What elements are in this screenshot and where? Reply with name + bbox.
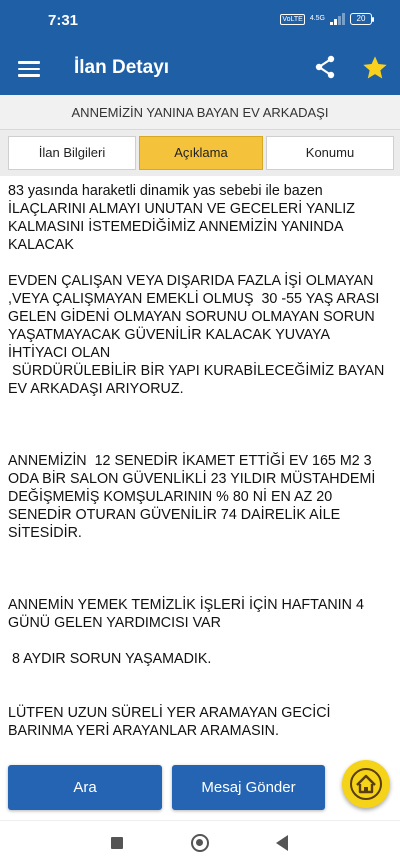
app-bar xyxy=(0,44,400,95)
star-icon[interactable] xyxy=(361,54,389,82)
listing-title: ANNEMİZİN YANINA BAYAN EV ARKADAŞI xyxy=(0,95,400,130)
signal-bars-icon xyxy=(330,13,345,25)
system-nav-bar xyxy=(0,820,400,866)
search-button[interactable]: Ara xyxy=(8,765,162,810)
description-text: 83 yasında haraketli dinamik yas sebebi ile bazen İLAÇLARINI ALMAYI UNUTAN VE GECELERİ YANLIZ KALMASINI İSTEMEDİĞİMİZ ANNEMİZİN YANINDA KALACAK EVDEN ÇALIŞAN VEYA DIŞARIDA FAZLA İŞİ OLMAYAN ,VEYA ÇALIŞMAYAN EMEKLİ OLMUŞ 30 -55 YAŞ ARASI GELEN GİDENİ OLMAYAN SORUNU OLMAYAN SORUN YAŞATMAYACAK GÜVENİLİR KALACAK YUVAYA İHTİYACI OLAN SÜRDÜRÜLEBİLİR BİR YAPI KURABİLECEĞİMİZ BAYAN EV ARKADAŞI ARIYORUZ. ANNEMİZİN 12 SENEDİR İKAMET ETTİĞİ EV 165 M2 3 ODA BİR SALON GÜVENLİKLİ 23 YILDIR MÜSTAHDEMİ DEĞİŞMEMİŞ KOMŞULARININ % 80 Nİ EN AZ 20 SENEDİR OTURAN GÜVENİLİR 74 DAİRELİK AİLE SİTESİDİR. ANNEMİN YEMEK TEMİZLİK İŞLERİ İÇİN HAFTANIN 4 GÜNÜ GELEN YARDIMCISI VAR 8 AYDIR SORUN YAŞAMADIK. LÜTFEN UZUN SÜRELİ YER ARAMAYAN GECİCİ BARINMA YERİ ARAYANLAR ARAMASIN. xyxy=(8,183,385,739)
battery-icon: 20 xyxy=(350,13,372,25)
description-area[interactable] xyxy=(0,176,400,829)
home-fab-button[interactable] xyxy=(342,760,390,808)
share-icon[interactable] xyxy=(312,54,338,80)
home-icon xyxy=(342,760,390,808)
network-type: 4.5G xyxy=(309,15,325,22)
status-bar xyxy=(0,0,400,44)
tab-aciklama[interactable]: Açıklama xyxy=(139,136,263,170)
hamburger-menu-icon[interactable] xyxy=(18,57,40,79)
tab-ilan-bilgileri[interactable]: İlan Bilgileri xyxy=(8,136,136,170)
volte-icon: VoLTE xyxy=(282,15,303,23)
status-icons xyxy=(280,13,372,25)
square-recents-icon[interactable] xyxy=(111,837,123,849)
circle-home-icon[interactable] xyxy=(191,834,209,852)
tab-bar xyxy=(0,130,400,176)
status-time: 7:31 xyxy=(48,12,79,29)
triangle-back-icon[interactable] xyxy=(276,835,288,851)
page-title: İlan Detayı xyxy=(74,57,170,78)
tab-konumu[interactable]: Konumu xyxy=(266,136,394,170)
send-message-button[interactable]: Mesaj Gönder xyxy=(172,765,325,810)
